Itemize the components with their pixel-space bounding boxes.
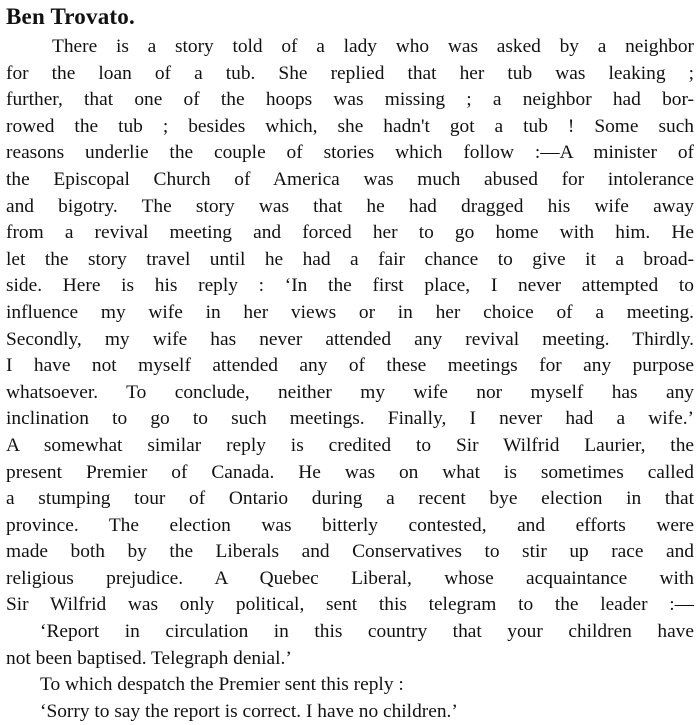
article-line: inclination to go to such meetings. Finally, I never had a wife.’ xyxy=(6,408,694,430)
article-body xyxy=(6,34,694,725)
article-line: let the story travel until he had a fair chance to give it a broad- xyxy=(6,248,694,270)
article-line: and bigotry. The story was that he had dragged his wife away xyxy=(6,195,694,217)
article-line: Sir Wilfrid was only political, sent this telegram to the leader :— xyxy=(6,594,694,616)
article-line: whatsoever. To conclude, neither my wife nor myself has any xyxy=(6,381,694,403)
article-line: rowed the tub ; besides which, she hadn't got a tub ! Some such xyxy=(6,115,694,137)
article-line: from a revival meeting and forced her to go home with him. He xyxy=(6,222,694,244)
article-line: province. The election was bitterly contested, and efforts were xyxy=(6,514,694,536)
article-title: Ben Trovato. xyxy=(6,4,135,29)
article-line: present Premier of Canada. He was on what is sometimes called xyxy=(6,461,694,483)
article-line: A somewhat similar reply is credited to Sir Wilfrid Laurier, the xyxy=(6,434,694,456)
article-line: reasons underlie the couple of stories which follow :—A minister of xyxy=(6,142,694,164)
article-line: I have not myself attended any of these meetings for any purpose xyxy=(6,355,694,377)
article xyxy=(6,2,694,725)
article-line: made both by the Liberals and Conservatives to stir up race and xyxy=(6,541,694,563)
article-line: To which despatch the Premier sent this reply : xyxy=(40,674,404,696)
article-line: ‘Sorry to say the report is correct. I have no children.’ xyxy=(40,700,458,722)
article-line: a stumping tour of Ontario during a recent bye election in that xyxy=(6,488,694,510)
article-line: religious prejudice. A Quebec Liberal, whose acquaintance with xyxy=(6,567,694,589)
article-line: the Episcopal Church of America was much abused for intolerance xyxy=(6,168,694,190)
article-line: There is a story told of a lady who was asked by a neighbor xyxy=(52,36,694,57)
article-line: for the loan of a tub. She replied that her tub was leaking ; xyxy=(6,62,694,84)
article-line: influence my wife in her views or in her choice of a meeting. xyxy=(6,301,694,323)
article-line: further, that one of the hoops was missing ; a neighbor had bor- xyxy=(6,89,694,111)
article-line: Secondly, my wife has never attended any revival meeting. Thirdly. xyxy=(6,328,694,350)
article-line: not been baptised. Telegraph denial.’ xyxy=(6,647,292,669)
article-line: side. Here is his reply : ‘In the first place, I never attempted to xyxy=(6,275,694,297)
article-line: ‘Report in circulation in this country that your children have xyxy=(40,621,694,643)
